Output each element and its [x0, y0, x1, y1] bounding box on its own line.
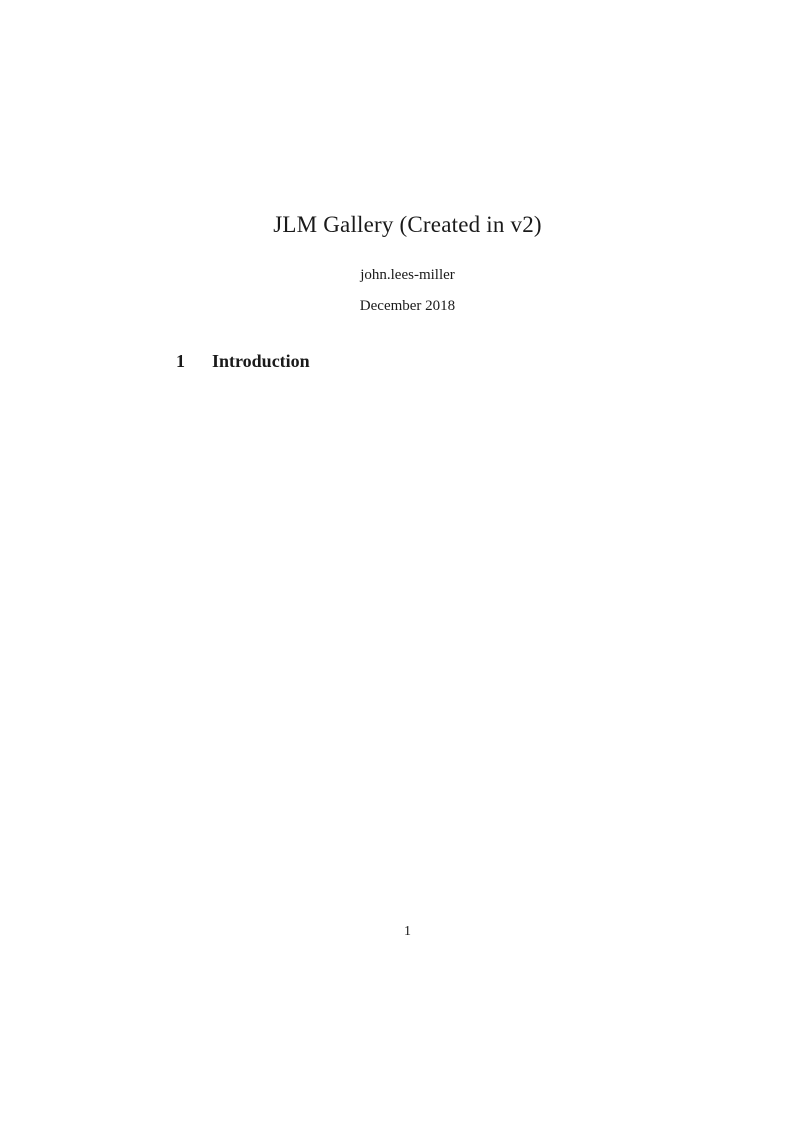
section-heading — [176, 351, 639, 372]
section-title: Introduction — [212, 351, 310, 371]
document-title: JLM Gallery (Created in v2) — [273, 212, 542, 237]
section-number: 1 — [176, 351, 185, 371]
document-author: john.lees-miller — [360, 267, 455, 283]
document-date: December 2018 — [359, 298, 456, 314]
page-number: 1 — [404, 924, 411, 939]
